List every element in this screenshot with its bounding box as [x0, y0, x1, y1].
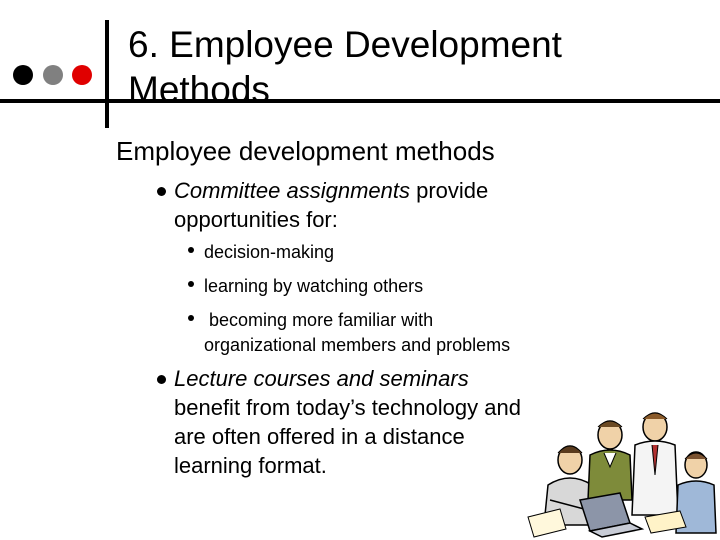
heading: Employee development methods	[116, 136, 495, 166]
black-dot-icon	[13, 65, 33, 85]
title-line-1: 6. Employee Development	[128, 24, 562, 65]
sub-item-text: organizational members and problems	[204, 335, 511, 355]
slide-title	[128, 22, 688, 112]
item-text-line: learning format.	[174, 453, 327, 478]
item-text: provide	[409, 178, 489, 203]
item-text-line: benefit from today’s technology and	[174, 395, 521, 420]
sub-item	[188, 308, 628, 358]
item-text-line: opportunities for:	[174, 207, 338, 232]
bullet-icon	[157, 375, 166, 384]
bullet-icon	[188, 315, 194, 321]
item-text-line: are often offered in a distance	[174, 424, 465, 449]
bullet-icon	[188, 281, 194, 287]
sub-item	[188, 240, 628, 265]
sub-item	[188, 274, 628, 299]
sub-item-text: decision-making	[204, 242, 335, 262]
bullet-icon	[188, 247, 194, 253]
item-emphasis: Committee assignments	[174, 178, 410, 203]
item-emphasis: Lecture courses and seminars	[174, 366, 469, 391]
list-item-committee	[157, 176, 617, 234]
gray-dot-icon	[43, 65, 63, 85]
red-dot-icon	[72, 65, 92, 85]
people-at-laptop-clipart-icon	[520, 405, 720, 540]
sub-item-text: becoming more familiar with	[204, 310, 434, 330]
sub-item-text: learning by watching others	[204, 276, 424, 296]
vertical-divider	[105, 20, 109, 128]
bullet-icon	[157, 187, 166, 196]
title-line-2: Methods	[128, 69, 270, 110]
